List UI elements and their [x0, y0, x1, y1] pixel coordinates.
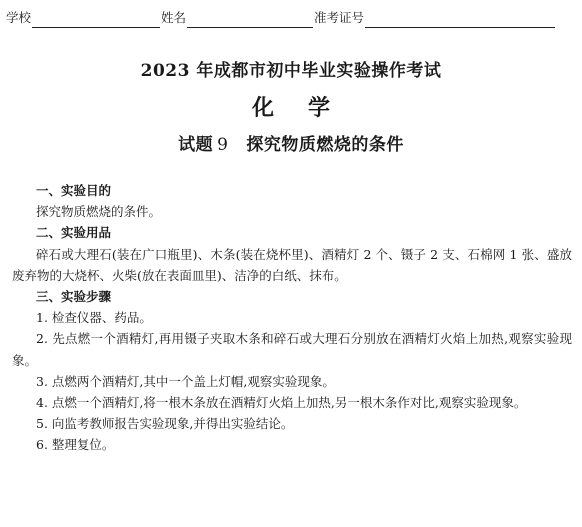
school-label: 学校 [6, 10, 32, 25]
step-item: 3. 点燃两个酒精灯,其中一个盖上灯帽,观察实验现象。 [36, 373, 335, 389]
materials-text: 碎石或大理石(装在广口瓶里)、木条(装在烧杯里)、酒精灯 2 个、镊子 2 支、石棉网 1 张、盛放废弃物的大烧杯、火柴(放在表面皿里)、洁净的白纸、抹布。 [12, 246, 572, 283]
question-content [12, 180, 572, 456]
steps-heading: 三、实验步骤 [36, 289, 112, 305]
step-item: 6. 整理复位。 [36, 437, 115, 453]
exam-id-label: 准考证号 [314, 10, 365, 25]
exam-title: 2023 年成都市初中毕业实验操作考试 [140, 61, 442, 81]
exam-id-blank [365, 12, 555, 28]
question-label: 试题 [178, 135, 214, 155]
subject-title: 化学 [251, 95, 364, 121]
materials-heading: 二、实验用品 [36, 225, 112, 241]
question-name: 探究物质燃烧的条件 [246, 135, 404, 155]
step-item: 2. 先点燃一个酒精灯,再用镊子夹取木条和碎石或大理石分别放在酒精灯火焰上加热,观察实验现象。 [12, 331, 572, 368]
step-item: 1. 检查仪器、药品。 [36, 310, 152, 326]
candidate-info-line [6, 8, 578, 28]
name-label: 姓名 [161, 10, 187, 25]
question-title [0, 130, 582, 155]
purpose-text: 探究物质燃烧的条件。 [36, 204, 162, 220]
name-blank [187, 12, 313, 28]
step-item: 4. 点燃一个酒精灯,将一根木条放在酒精灯火焰上加热,另一根木条作对比,观察实验现象。 [36, 395, 527, 411]
question-number: 9 [217, 135, 229, 155]
purpose-heading: 一、实验目的 [36, 183, 112, 198]
step-item: 5. 向监考教师报告实验现象,并得出实验结论。 [36, 416, 294, 432]
school-blank [32, 12, 160, 28]
